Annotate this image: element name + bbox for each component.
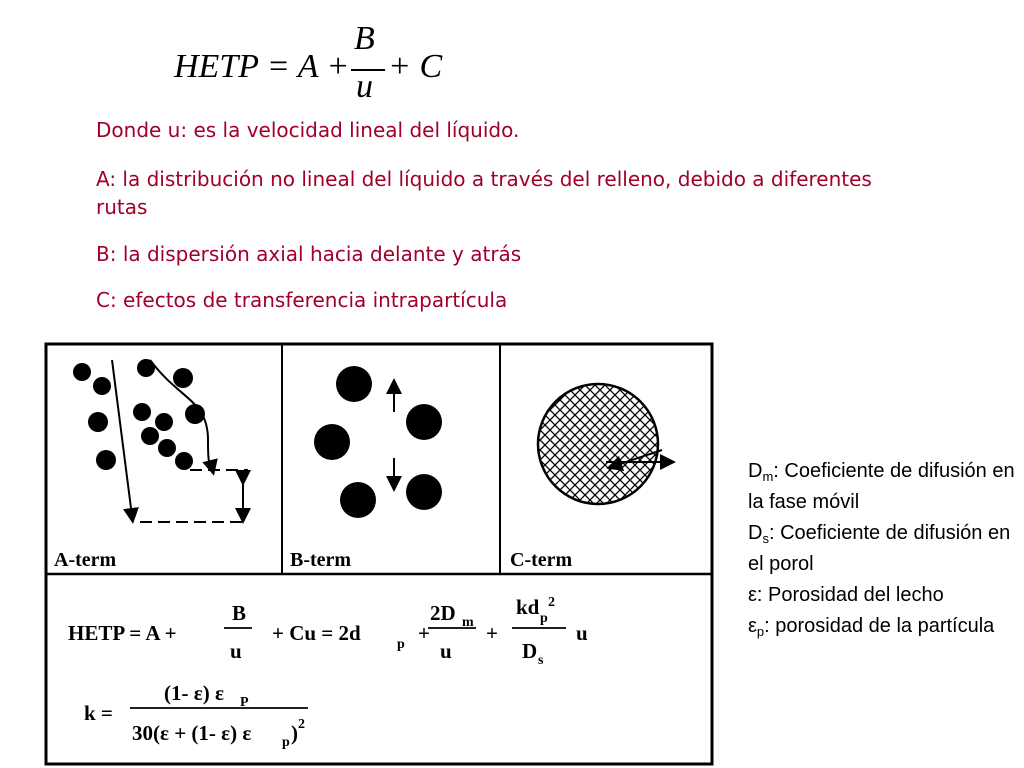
definition-a: A: la distribución no lineal del líquido a través del relleno, debido a diferentes rutas	[96, 167, 872, 219]
svg-text:P: P	[240, 695, 249, 710]
c-term-panel	[510, 384, 668, 571]
b-term-label: B-term	[290, 549, 352, 571]
formula-lhs: HETP = A +	[174, 48, 350, 85]
svg-text:): )	[291, 721, 298, 745]
svg-text:u: u	[576, 621, 588, 645]
svg-text:D: D	[522, 639, 538, 663]
legend-ds: $D_s$: Coeficiente de difusión en el porol	[748, 522, 1011, 575]
svg-text:2: 2	[548, 595, 555, 610]
svg-text:+: +	[418, 621, 430, 645]
svg-text:(1- ε) ε: (1- ε) ε	[164, 681, 224, 705]
formula-rhs: + C	[388, 48, 443, 85]
hetp-formula	[170, 22, 470, 112]
svg-text:m: m	[462, 615, 474, 630]
svg-text:+ Cu = 2d: + Cu = 2d	[272, 621, 361, 645]
svg-text:2: 2	[298, 717, 305, 732]
svg-text:p: p	[540, 611, 548, 626]
equation-hetp-full	[68, 595, 588, 668]
legend-epsilon: ε: Porosidad del lecho	[748, 584, 944, 606]
svg-text:+: +	[486, 621, 498, 645]
formula-numerator: B	[354, 20, 375, 57]
c-term-label: C-term	[510, 549, 573, 571]
van-deemter-figure	[40, 340, 716, 768]
formula-denominator: u	[356, 68, 373, 105]
svg-text:30(ε + (1- ε) ε: 30(ε + (1- ε) ε	[132, 721, 252, 745]
definition-b: B: la dispersión axial hacia delante y atrás	[96, 242, 522, 266]
svg-text:HETP = A +: HETP = A +	[68, 621, 177, 645]
legend-dm: $D_m$: Coeficiente de difusión en la fase móvil	[748, 460, 1015, 513]
symbol-legend	[748, 456, 1018, 642]
equation-k	[84, 681, 308, 750]
svg-text:u: u	[440, 639, 452, 663]
svg-text:2D: 2D	[430, 601, 456, 625]
svg-text:u: u	[230, 639, 242, 663]
legend-epsilon-p: $\varepsilon_p$: porosidad de la partícula	[748, 615, 995, 639]
svg-text:k =: k =	[84, 701, 113, 725]
a-term-label: A-term	[54, 549, 117, 571]
svg-text:s: s	[538, 653, 544, 668]
definition-u: Donde u: es la velocidad lineal del líquido.	[96, 118, 520, 142]
definition-c: C: efectos de transferencia intrapartícula	[96, 288, 508, 312]
svg-text:B: B	[232, 601, 247, 625]
svg-text:p: p	[282, 735, 290, 750]
svg-text:p: p	[397, 637, 405, 652]
svg-text:kd: kd	[516, 595, 540, 619]
a-term-panel	[54, 359, 248, 571]
b-term-panel	[290, 366, 442, 571]
